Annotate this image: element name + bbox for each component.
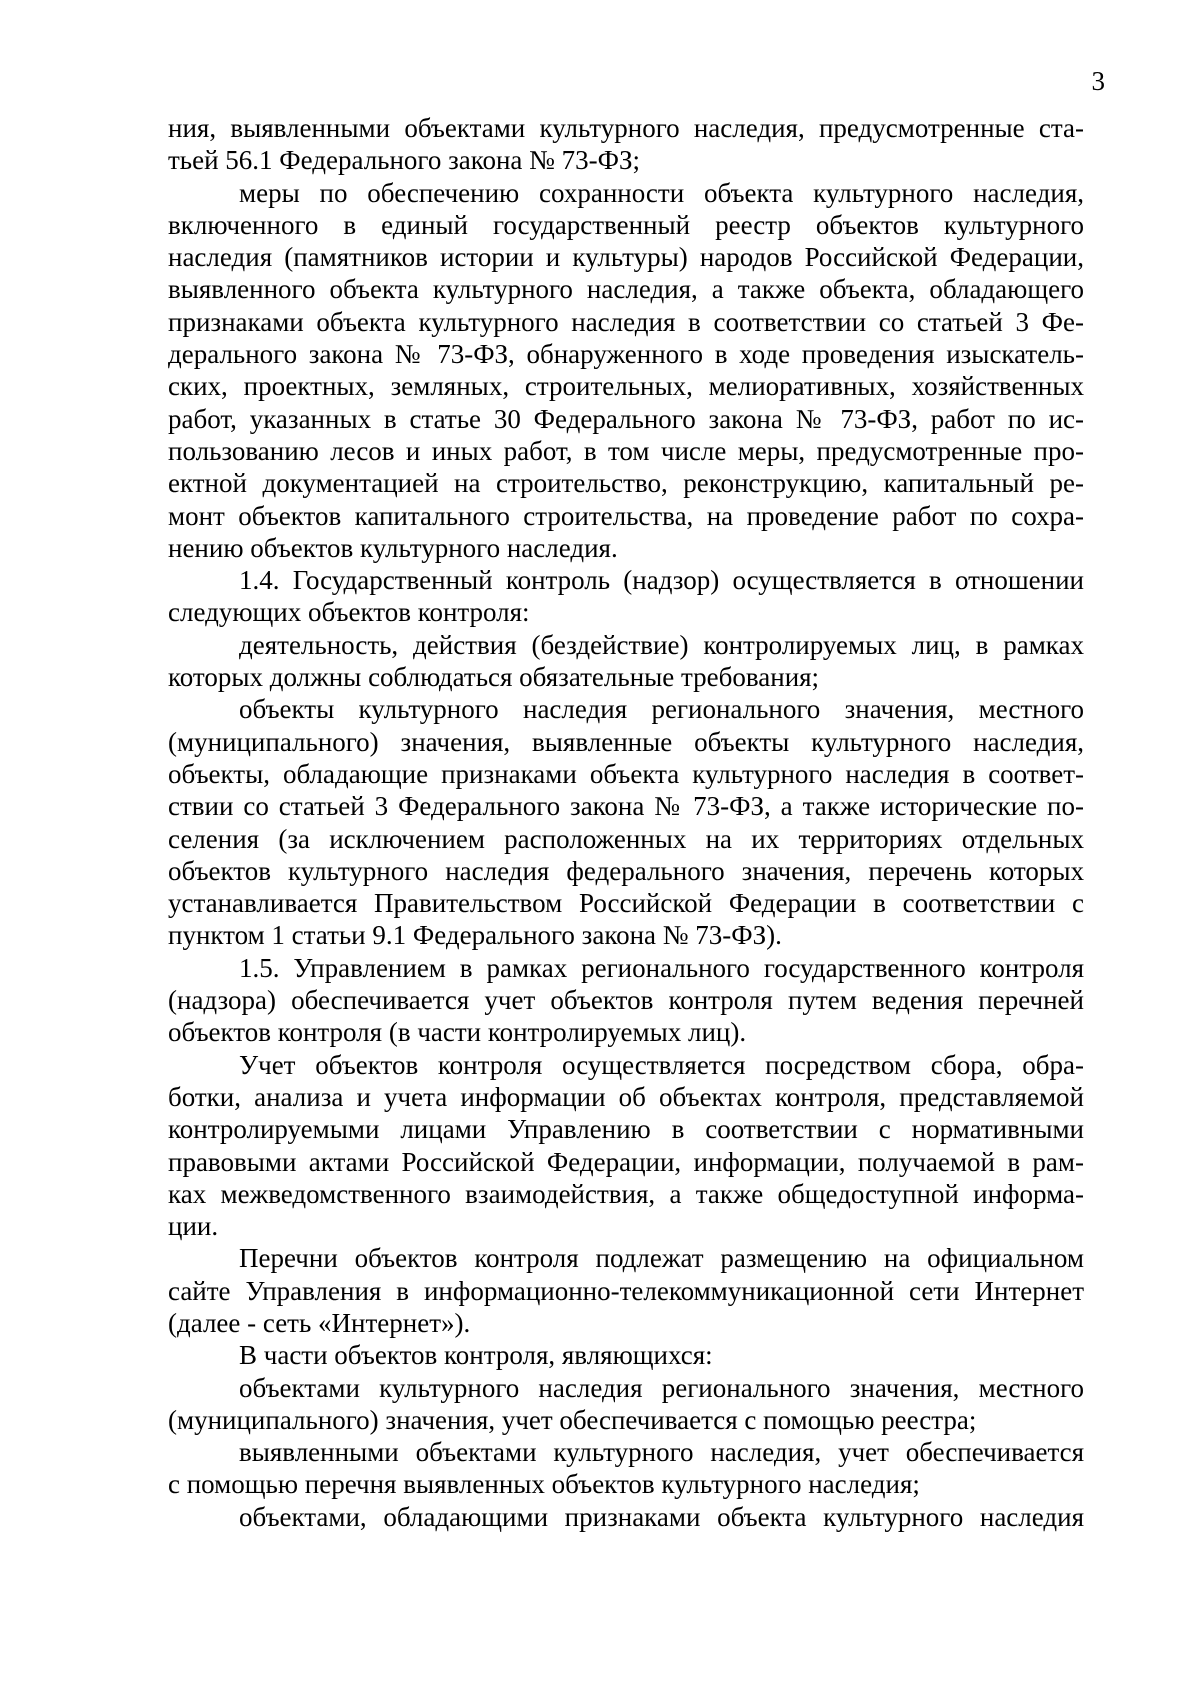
text-line: В части объектов контроля, являющихся: — [239, 1340, 713, 1371]
text-line: пунктом 1 статьи 9.1 Федерального закона № 73-ФЗ). — [168, 920, 782, 951]
text-line: устанавливается Правительством Российской Федерации в соответствии с — [168, 888, 1084, 919]
text-line: пользованию лесов и иных работ, в том числе меры, предусмотренные про- — [168, 435, 1084, 466]
text-line: включенного в единый государственный реестр объектов культурного — [168, 209, 1084, 240]
text-line: (муниципального) значения, учет обеспечивается с помощью реестра; — [168, 1404, 977, 1435]
text-line: (надзора) обеспечивается учет объектов контроля путем ведения перечней — [168, 985, 1084, 1016]
text-line: ции. — [168, 1211, 219, 1242]
text-line: ния, выявленными объектами культурного наследия, предусмотренные ста- — [168, 113, 1084, 143]
text-line: ских, проектных, земляных, строительных, мелиоративных, хозяйственных — [168, 371, 1084, 402]
text-line: признаками объекта культурного наследия в соответствии со статьей 3 Фе- — [168, 306, 1084, 337]
text-line: выявленного объекта культурного наследия, а также объекта, обладающего — [168, 274, 1084, 305]
text-line: 1.5. Управлением в рамках регионального государственного контроля — [239, 952, 1084, 983]
text-line: сайте Управления в информационно-телекоммуникационной сети Интернет — [168, 1275, 1084, 1306]
text-line: объектами культурного наследия регионального значения, местного — [239, 1372, 1084, 1403]
text-line: объектов контроля (в части контролируемых лиц). — [168, 1017, 747, 1048]
text-line: объектами, обладающими признаками объекта культурного наследия — [239, 1501, 1084, 1532]
text-line: дерального закона № 73-ФЗ, обнаруженного в ходе проведения изыскатель- — [168, 339, 1084, 370]
text-line: селения (за исключением расположенных на их территориях отдельных — [168, 823, 1084, 854]
text-line: ствии со статьей 3 Федерального закона № 73-ФЗ, а также исторические по- — [168, 791, 1084, 822]
text-line: которых должны соблюдаться обязательные требования; — [168, 662, 820, 693]
text-line: меры по обеспечению сохранности объекта культурного наследия, — [239, 177, 1084, 208]
text-line: тьей 56.1 Федерального закона № 73-ФЗ; — [168, 145, 641, 176]
text-line: объекты, обладающие признаками объекта культурного наследия в соответ- — [168, 758, 1084, 789]
text-line: контролируемыми лицами Управлению в соответствии с нормативными — [168, 1114, 1084, 1145]
text-line: наследия (памятников истории и культуры) народов Российской Федерации, — [168, 242, 1084, 273]
text-line: с помощью перечня выявленных объектов культурного наследия; — [168, 1469, 920, 1500]
text-line: нению объектов культурного наследия. — [168, 532, 618, 563]
text-line: (муниципального) значения, выявленные объекты культурного наследия, — [168, 726, 1084, 757]
page-number: 3 — [1091, 66, 1105, 96]
text-line: Перечни объектов контроля подлежат размещению на официальном — [239, 1243, 1084, 1274]
text-line: Учет объектов контроля осуществляется посредством сбора, обра- — [239, 1049, 1084, 1080]
text-line: следующих объектов контроля: — [168, 597, 530, 628]
text-line: деятельность, действия (бездействие) контролируемых лиц, в рамках — [239, 629, 1084, 660]
text-line: монт объектов капитального строительства, на проведение работ по сохра- — [168, 500, 1084, 531]
document-body — [168, 112, 1084, 1533]
text-line: правовыми актами Российской Федерации, информации, получаемой в рам- — [168, 1146, 1084, 1177]
text-line: объекты культурного наследия регионального значения, местного — [239, 694, 1084, 725]
text-line: ках межведомственного взаимодействия, а также общедоступной информа- — [168, 1178, 1084, 1209]
text-line: работ, указанных в статье 30 Федерального закона № 73-ФЗ, работ по ис- — [168, 403, 1084, 434]
text-line: ботки, анализа и учета информации об объектах контроля, представляемой — [168, 1081, 1084, 1112]
text-line: ектной документацией на строительство, реконструкцию, капитальный ре- — [168, 468, 1084, 499]
text-line: 1.4. Государственный контроль (надзор) осуществляется в отношении — [239, 565, 1084, 596]
text-line: выявленными объектами культурного наследия, учет обеспечивается — [239, 1437, 1084, 1468]
text-line: (далее - сеть «Интернет»). — [168, 1307, 471, 1338]
text-line: объектов культурного наследия федерального значения, перечень которых — [168, 855, 1084, 886]
